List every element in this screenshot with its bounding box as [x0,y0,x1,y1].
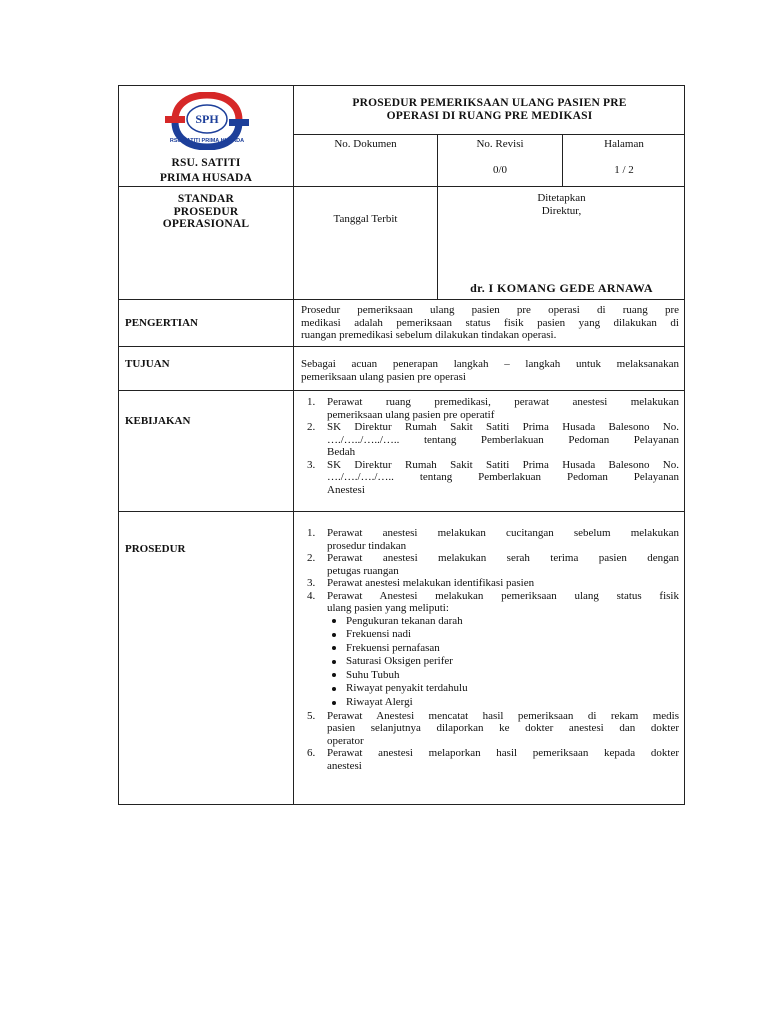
prosedur-item-number: 5. [307,709,316,722]
prosedur-item-line: Perawat anestesi melaporkan hasil pemeriksaan kepada dokter [327,747,679,760]
kebijakan-item-number: 2. [307,421,316,433]
pemeriksaan-subitem-text: Saturasi Oksigen perifer [346,655,453,668]
kebijakan-item-line: SK Direktur Rumah Sakit Satiti Prima Husada Balesono No. [327,421,679,433]
bullet-icon [332,619,336,623]
sop-label [119,193,293,231]
kebijakan-item-line: Bedah [327,446,356,458]
document-title-line1: PROSEDUR PEMERIKSAAN ULANG PASIEN PRE [352,97,627,109]
row-divider [119,390,685,391]
prosedur-item [301,590,679,710]
pemeriksaan-subitem [327,669,679,683]
tanggal-terbit-label: Tanggal Terbit [333,213,398,225]
document-title-line2: OPERASI DI RUANG PRE MEDIKASI [386,110,593,122]
pemeriksaan-subitem-text: Suhu Tubuh [346,668,400,681]
row-divider [294,134,685,135]
prosedur-item-line: operator [327,734,364,747]
prosedur-item [301,527,679,552]
no-revisi-value: 0/0 [492,164,508,176]
row-divider [119,511,685,512]
prosedur-item-line: petugas ruangan [327,564,399,577]
row-divider [119,299,685,300]
tujuan-line: Sebagai acuan penerapan langkah – langkah untuk melaksanakan [301,358,679,370]
prosedur-label: PROSEDUR [125,543,186,555]
no-revisi-label: No. Revisi [476,138,524,150]
pemeriksaan-subitem-text: Riwayat Alergi [346,696,413,709]
pemeriksaan-subitem [327,642,679,656]
bullet-icon [332,673,336,677]
sop-label-line3: OPERASIONAL [162,218,250,230]
halaman-label: Halaman [604,138,644,150]
row-divider [119,346,685,347]
kebijakan-item-line: …./…./…./….. tentang Pemberlakuan Pedoman Pelayanan [327,471,679,483]
ditetapkan-block [438,192,685,218]
logo-text: SPH [195,112,219,126]
prosedur-item-line: ulang pasien yang meliputi: [327,602,449,614]
prosedur-item-number: 1. [307,527,316,539]
kebijakan-item-line: SK Direktur Rumah Sakit Satiti Prima Husada Balesono No. [327,458,679,471]
prosedur-item-line: Perawat Anestesi melakukan pemeriksaan ulang status fisik [327,589,679,602]
hospital-name-line1: RSU. SATITI [171,157,241,169]
kebijakan-list [301,396,679,496]
bullet-icon [332,701,336,705]
logo-right-bar-icon [229,119,249,126]
pemeriksaan-subitem-text: Riwayat penyakit terdahulu [346,682,468,695]
kebijakan-items [301,396,679,496]
prosedur-item-line: Perawat anestesi melakukan cucitangan sebelum melakukan [327,527,679,539]
pengertian-label: PENGERTIAN [125,317,198,329]
kebijakan-item-line: Perawat ruang premedikasi, perawat anestesi melakukan [327,396,679,408]
pemeriksaan-subitem-text: Pengukuran tekanan darah [346,614,463,627]
kebijakan-item [301,421,679,459]
prosedur-item [301,710,679,748]
prosedur-item [301,552,679,577]
pemeriksaan-subitem-text: Frekuensi pernafasan [346,641,440,654]
pemeriksaan-subitem [327,615,679,629]
sop-document [118,85,685,805]
prosedur-item-line: pasien selanjutnya dilaporkan ke dokter anestesi dan dokter [327,722,679,735]
logo-ring-text: RSU SATITI PRIMA HUSADA [169,138,245,144]
prosedur-item-number: 4. [307,589,316,602]
kebijakan-item-line: …./…../…../….. tentang Pemberlakuan Pedoman Pelayanan [327,433,679,446]
kebijakan-item-number: 3. [307,458,316,471]
prosedur-list [301,527,679,772]
pemeriksaan-subitem [327,655,679,669]
bullet-icon [332,660,336,664]
prosedur-item-line: Perawat Anestesi mencatat hasil pemeriksaan di rekam medis [327,709,679,722]
pengertian-line: medikasi adalah pemeriksaan status fisik pasien yang dilakukan di [301,316,679,329]
prosedur-item-line: anestesi [327,759,362,772]
kebijakan-item [301,459,679,497]
pemeriksaan-subitem-text: Frekuensi nadi [346,628,412,641]
pengertian-line: ruangan premedikasi sebelum dilakukan tindakan operasi. [301,329,557,341]
director-name: dr. I KOMANG GEDE ARNAWA [470,281,653,295]
prosedur-item [301,747,679,772]
bullet-icon [332,646,336,650]
pemeriksaan-subitem [327,696,679,710]
prosedur-item-line: Perawat anestesi melakukan serah terima pasien dengan [327,552,679,564]
tujuan-text [301,358,679,384]
kebijakan-item-line: pemeriksaan ulang pasien pre operatif [327,408,495,421]
kebijakan-label: KEBIJAKAN [125,415,191,427]
kebijakan-item-line: Anestesi [327,483,365,496]
column-divider [293,86,294,805]
pemeriksaan-subitem [327,682,679,696]
pemeriksaan-sublist [327,615,679,710]
ditetapkan-line1: Ditetapkan [537,192,586,204]
hospital-name [119,156,293,186]
bullet-icon [332,687,336,691]
tujuan-line: pemeriksaan ulang pasien pre operasi [301,371,466,383]
pengertian-text [301,304,679,342]
prosedur-item [301,577,679,590]
prosedur-item-number: 3. [307,577,316,589]
prosedur-items [301,527,679,772]
pengertian-line: Prosedur pemeriksaan ulang pasien pre operasi di ruang pre [301,304,679,316]
tujuan-label: TUJUAN [125,358,170,370]
ditetapkan-line2: Direktur, [541,205,582,217]
logo-left-bar-icon [165,116,185,123]
kebijakan-item-number: 1. [307,396,316,408]
hospital-logo [161,92,253,150]
bullet-icon [332,633,336,637]
halaman-value: 1 / 2 [614,164,634,176]
sop-label-line1: STANDAR [177,193,235,205]
kebijakan-item [301,396,679,421]
prosedur-item-line: Perawat anestesi melakukan identifikasi pasien [327,577,535,589]
prosedur-item-line: prosedur tindakan [327,539,407,552]
hospital-name-line2: PRIMA HUSADA [159,172,253,184]
prosedur-item-number: 2. [307,552,316,564]
no-dokumen-label: No. Dokumen [334,138,397,150]
logo-emblem-icon [161,92,253,150]
document-title [294,97,685,123]
sop-label-line2: PROSEDUR [173,205,239,218]
pemeriksaan-subitem [327,628,679,642]
row-divider [119,186,685,187]
prosedur-item-number: 6. [307,747,316,760]
